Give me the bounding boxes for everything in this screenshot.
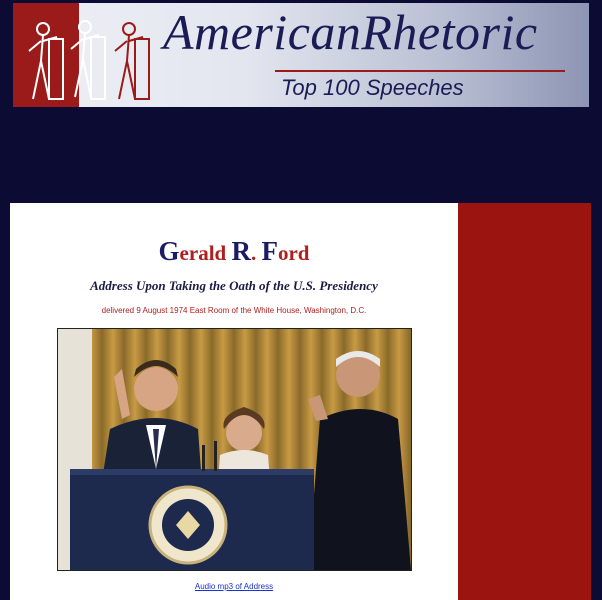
speech-title: Address Upon Taking the Oath of the U.S. Presidency [90,278,378,293]
banner-divider [275,70,565,72]
speakers-at-podium-logo [19,11,159,103]
speaker-last-rest: ord [277,241,310,265]
speaker-first-rest: erald [179,241,232,265]
site-title: AmericanRhetoric [163,4,538,60]
sidebar-red-column [458,203,591,600]
speaker-name [10,236,458,267]
speaker-initial-last: F [261,236,278,266]
speaker-middle-dot: . [250,241,262,265]
delivery-info: delivered 9 August 1974 East Room of the White House, Washington, D.C. [101,306,367,315]
speaker-initial-middle: R [231,236,251,266]
speech-panel [10,203,458,600]
audio-mp3-link[interactable]: Audio mp3 of Address [194,582,274,591]
site-banner[interactable] [13,3,589,107]
site-subtitle: Top 100 Speeches [281,75,464,100]
speaker-initial-first: G [158,236,180,266]
swearing-in-photo [57,328,412,571]
